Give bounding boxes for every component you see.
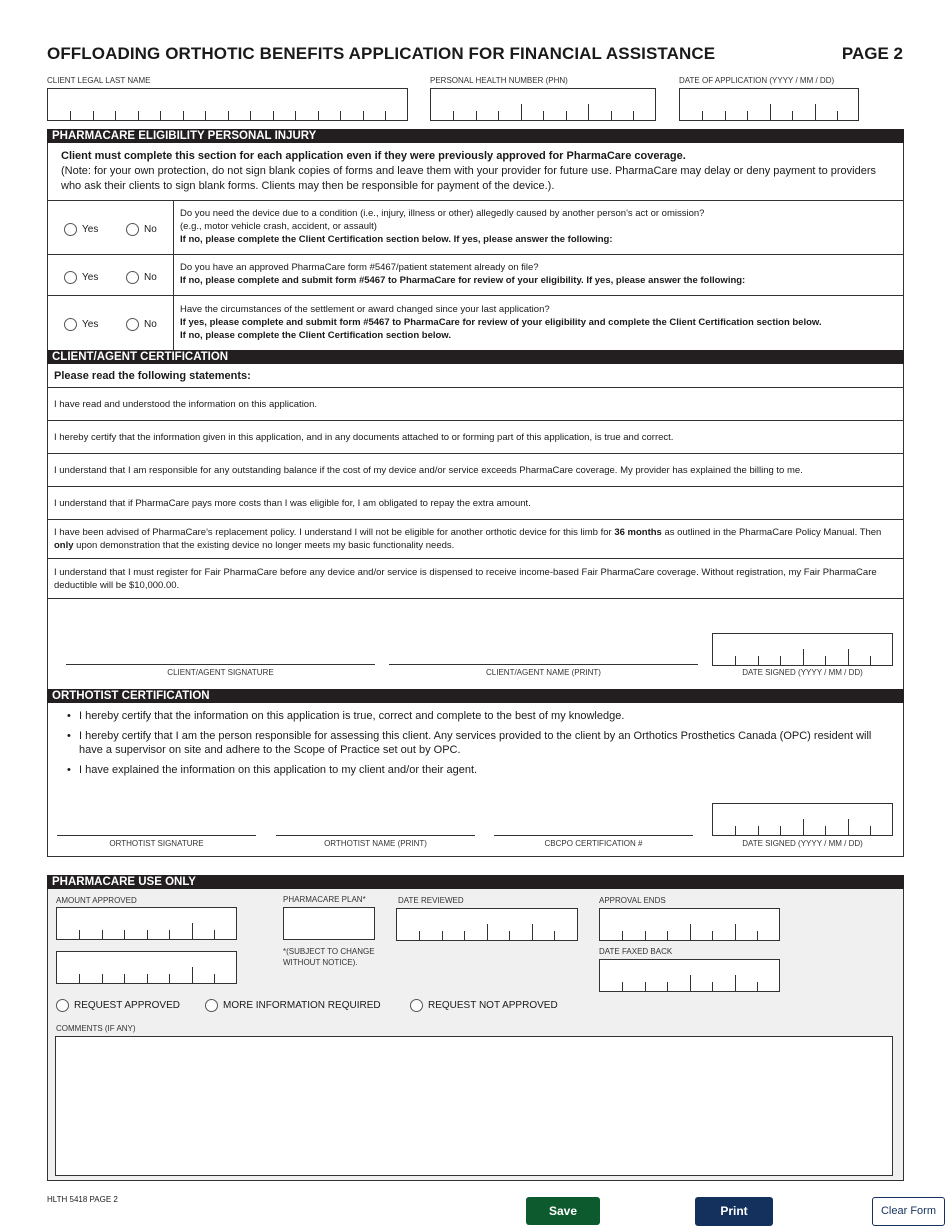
q1-yes-radio[interactable] [64, 223, 77, 236]
q1-no-radio[interactable] [126, 223, 139, 236]
print-button[interactable]: Print [695, 1197, 773, 1226]
client-date-signed-field[interactable] [712, 633, 893, 666]
orthotist-signature-line[interactable] [57, 835, 256, 836]
orthotist-date-signed-label: DATE SIGNED (YYYY / MM / DD) [742, 839, 863, 848]
pharmacare-use-heading: PHARMACARE USE ONLY [47, 875, 904, 889]
q2-no-option[interactable]: No [126, 269, 157, 287]
orthotist-signature-label: ORTHOTIST SIGNATURE [109, 839, 204, 848]
application-date-label: DATE OF APPLICATION (YYYY / MM / DD) [679, 76, 835, 85]
eligibility-intro [48, 143, 903, 201]
statement-3: I understand that I am responsible for any outstanding balance if the cost of my device and/or service exceeds PharmaCare coverage. My provider has explained the billing to me. [48, 454, 903, 487]
q2-yes-option[interactable]: Yes [64, 269, 98, 287]
page-number: PAGE 2 [841, 44, 903, 63]
q1-text: Do you need the device due to a condition (i.e., injury, illness or other) allegedly caused by another person's act or omission? [180, 208, 705, 219]
orthotist-statement-1: • I hereby certify that the information on this application is true, correct and complete to the best of my knowledge. [60, 709, 891, 723]
client-signature-line[interactable] [66, 664, 375, 665]
pharmacare-plan-field[interactable] [283, 907, 375, 940]
q3-text: Have the circumstances of the settlement or award changed since your last application? [180, 304, 550, 315]
application-date-field[interactable] [679, 88, 859, 121]
q1-yes-option[interactable]: Yes [64, 221, 98, 239]
q2-instruction: If no, please complete and submit form #5467 to PharmaCare for review of your eligibility. If yes, please answer the following: [180, 275, 746, 286]
approval-ends-label: APPROVAL ENDS [599, 896, 666, 905]
orthotist-name-line[interactable] [276, 835, 475, 836]
date-reviewed-field[interactable] [396, 908, 578, 941]
statement-4: I understand that if PharmaCare pays more costs than I was eligible for, I am obligated to repay the extra amount. [48, 487, 903, 520]
save-button[interactable]: Save [526, 1197, 600, 1225]
q2-no-radio[interactable] [126, 271, 139, 284]
phn-field[interactable] [430, 88, 656, 121]
more-info-radio[interactable] [205, 999, 218, 1012]
q3-no-radio[interactable] [126, 318, 139, 331]
eligibility-section [47, 143, 904, 351]
amount-approved-field[interactable] [56, 907, 237, 940]
client-name-label: CLIENT/AGENT NAME (PRINT) [486, 668, 601, 677]
orthotist-date-signed-field[interactable] [712, 803, 893, 836]
q2-text: Do you have an approved PharmaCare form #5467/patient statement already on file? [180, 262, 539, 273]
q1-no-option[interactable]: No [126, 221, 157, 239]
date-faxed-label: DATE FAXED BACK [599, 947, 673, 956]
eligibility-intro-bold: Client must complete this section for each application even if they were previously approved for PharmaCare coverage. [61, 150, 686, 162]
eligibility-heading: PHARMACARE ELIGIBILITY PERSONAL INJURY [47, 129, 904, 143]
q1-example: (e.g., motor vehicle crash, accident, or assault) [180, 221, 377, 232]
statement-2: I hereby certify that the information given in this application, and in any documents attached to or forming part of this application, is true and correct. [48, 421, 903, 454]
q3-instruction-yes: If yes, please complete and submit form #5467 to PharmaCare for review of your eligibility and complete the Client Certification section below. [180, 317, 822, 328]
date-faxed-field[interactable] [599, 959, 780, 992]
cbcpo-certification-label: CBCPO CERTIFICATION # [544, 839, 643, 848]
statement-replacement-policy: I have been advised of PharmaCare's replacement policy. I understand I will not be eligible for another orthotic device for this limb for 36 months as outlined in the PharmaCare Policy Manual. Then only upon demonstration that the existing device no longer meets my basic functionality needs. [48, 520, 903, 559]
orthotist-heading: ORTHOTIST CERTIFICATION [47, 689, 904, 703]
clear-form-button[interactable]: Clear Form [872, 1197, 945, 1226]
date-reviewed-label: DATE REVIEWED [398, 896, 464, 905]
form-id: HLTH 5418 PAGE 2 [47, 1195, 118, 1204]
amount-approved-label: AMOUNT APPROVED [56, 896, 137, 905]
client-name-line[interactable] [389, 664, 698, 665]
last-name-field[interactable] [47, 88, 408, 121]
request-approved-radio[interactable] [56, 999, 69, 1012]
request-not-approved-radio[interactable] [410, 999, 423, 1012]
statement-1: I have read and understood the information on this application. [48, 388, 903, 421]
cbcpo-certification-line[interactable] [494, 835, 693, 836]
q3-yes-radio[interactable] [64, 318, 77, 331]
statement-fair-pharmacare: I understand that I must register for Fair PharmaCare before any device and/or service is dispensed to receive income-based Fair PharmaCare coverage. Without registration, my Fair PharmaCare deductible will be $10,000.00. [48, 559, 903, 599]
q3-no-option[interactable]: No [126, 316, 157, 334]
client-signature-label: CLIENT/AGENT SIGNATURE [167, 668, 274, 677]
comments-label: COMMENTS (IF ANY) [56, 1024, 136, 1033]
client-date-signed-label: DATE SIGNED (YYYY / MM / DD) [742, 668, 863, 677]
comments-field[interactable] [55, 1036, 893, 1176]
orthotist-statement-2: • I hereby certify that I am the person responsible for assessing this client. Any services provided to the client by an Orthotics Prosthetics Canada (OPC) resident will have a supervisor on site and adhere to the Scope of Practice set out by OPC. [60, 729, 891, 757]
phn-label: PERSONAL HEALTH NUMBER (PHN) [430, 76, 568, 85]
q2-yes-radio[interactable] [64, 271, 77, 284]
eligibility-intro-note: (Note: for your own protection, do not sign blank copies of forms and leave them with your provider for future use. PharmaCare may delay or deny payment to providers who ask their clients to sign blank forms. Clients may then be responsible for payment of the device.). [61, 165, 877, 192]
approval-ends-field[interactable] [599, 908, 780, 941]
read-statements-label: Please read the following statements: [48, 364, 903, 388]
last-name-label: CLIENT LEGAL LAST NAME [47, 76, 151, 85]
eligibility-question-2 [48, 255, 903, 296]
pharmacare-plan-label: PHARMACARE PLAN* [283, 895, 366, 904]
certification-heading: CLIENT/AGENT CERTIFICATION [47, 350, 904, 364]
amount-approved-field-2[interactable] [56, 951, 237, 984]
orthotist-name-label: ORTHOTIST NAME (PRINT) [324, 839, 427, 848]
orthotist-statement-3: • I have explained the information on this application to my client and/or their agent. [60, 763, 891, 777]
eligibility-question-3 [48, 296, 903, 350]
q3-instruction-no: If no, please complete the Client Certification section below. [180, 330, 451, 341]
request-not-approved-option[interactable]: REQUEST NOT APPROVED [410, 997, 558, 1015]
eligibility-question-1 [48, 201, 903, 255]
more-info-option[interactable]: MORE INFORMATION REQUIRED [205, 997, 381, 1015]
q3-yes-option[interactable]: Yes [64, 316, 98, 334]
request-approved-option[interactable]: REQUEST APPROVED [56, 997, 180, 1015]
form-title: OFFLOADING ORTHOTIC BENEFITS APPLICATION FOR FINANCIAL ASSISTANCE [47, 44, 716, 63]
q1-instruction: If no, please complete the Client Certification section below. If yes, please answer the following: [180, 234, 613, 245]
pharmacare-plan-note: *(SUBJECT TO CHANGE WITHOUT NOTICE). [283, 947, 375, 967]
